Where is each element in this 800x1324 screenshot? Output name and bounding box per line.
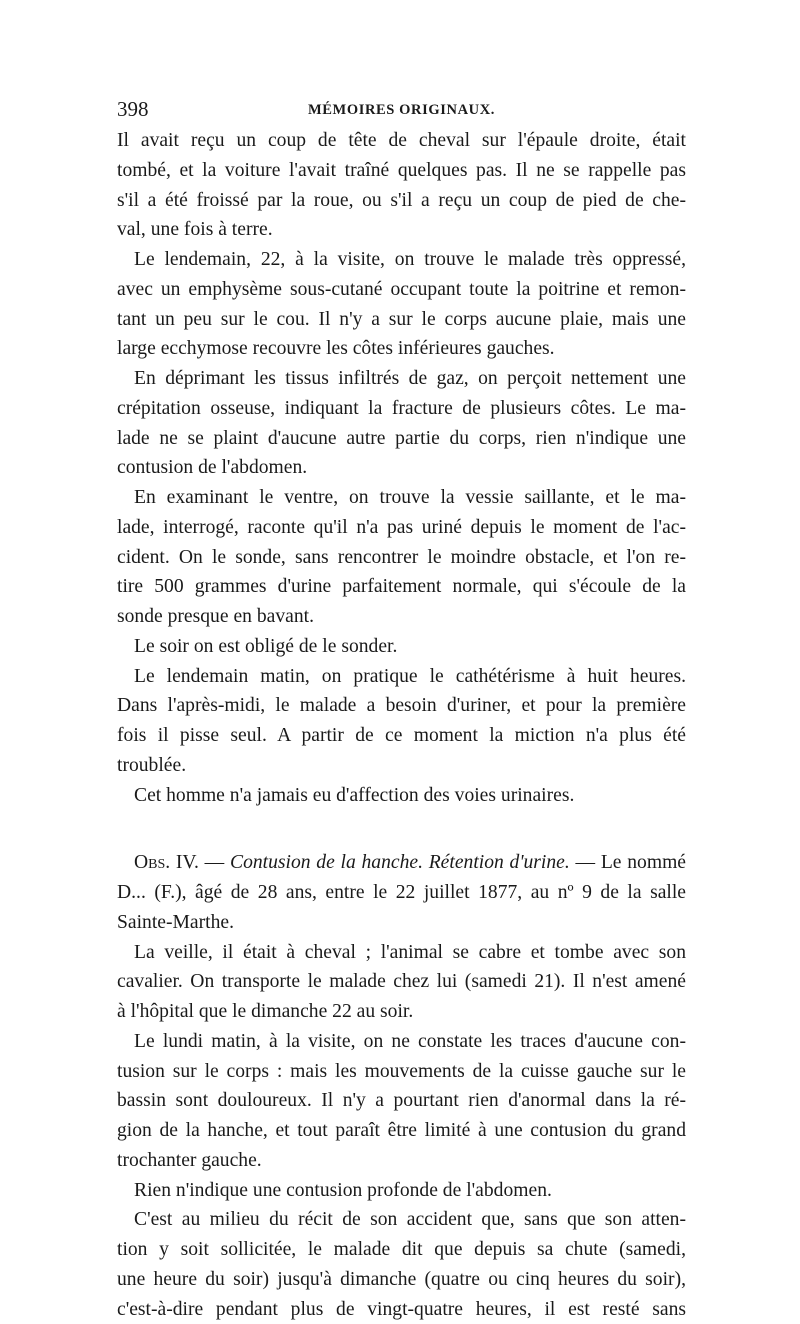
text-line: fois il pisse seul. A partir de ce moment la miction n'a plus été <box>117 721 686 751</box>
book-page <box>117 96 686 1324</box>
text-line: Cet homme n'a jamais eu d'affection des voies urinaires. <box>117 781 686 811</box>
text-line: Il avait reçu un coup de tête de cheval sur l'épaule droite, était <box>117 126 686 156</box>
text-line: avec un emphysème sous-cutané occupant toute la poitrine et remon- <box>117 275 686 305</box>
text-line: une heure du soir) jusqu'à dimanche (quatre ou cinq heures du soir), <box>117 1265 686 1295</box>
text-line: à l'hôpital que le dimanche 22 au soir. <box>117 997 686 1027</box>
text-line: troublée. <box>117 751 686 781</box>
text-line: large ecchymose recouvre les côtes inférieures gauches. <box>117 334 686 364</box>
paragraph <box>117 781 686 811</box>
paragraph <box>117 126 686 245</box>
text-line: Le lundi matin, à la visite, on ne constate les traces d'aucune con- <box>117 1027 686 1057</box>
text-line: D... (F.), âgé de 28 ans, entre le 22 juillet 1877, au nº 9 de la salle <box>117 878 686 908</box>
text-line: contusion de l'abdomen. <box>117 453 686 483</box>
text-line: tombé, et la voiture l'avait traîné quelques pas. Il ne se rappelle pas <box>117 156 686 186</box>
text-line: tusion sur le corps : mais les mouvements de la cuisse gauche sur le <box>117 1057 686 1087</box>
paragraph <box>117 662 686 781</box>
text-line: tire 500 grammes d'urine parfaitement normale, qui s'écoule de la <box>117 572 686 602</box>
paragraph <box>117 245 686 364</box>
text-line: gion de la hanche, et tout paraît être limité à une contusion du grand <box>117 1116 686 1146</box>
text-line: val, une fois à terre. <box>117 215 686 245</box>
text-line: tion y soit sollicitée, le malade dit que depuis sa chute (samedi, <box>117 1235 686 1265</box>
text-line: En examinant le ventre, on trouve la vessie saillante, et le ma- <box>117 483 686 513</box>
text-line: La veille, il était à cheval ; l'animal se cabre et tombe avec son <box>117 938 686 968</box>
text-line: lade ne se plaint d'aucune autre partie du corps, rien n'indique une <box>117 424 686 454</box>
paragraph <box>117 1205 686 1324</box>
observation-dash: — <box>199 852 230 873</box>
paragraph <box>117 1027 686 1176</box>
text-line: lade, interrogé, raconte qu'il n'a pas uriné depuis le moment de l'ac- <box>117 513 686 543</box>
body-text <box>117 126 686 1324</box>
text-line: s'il a été froissé par la roue, ou s'il a reçu un coup de pied de che- <box>117 186 686 216</box>
text-line: bassin sont douloureux. Il n'y a pourtant rien d'anormal dans la ré- <box>117 1086 686 1116</box>
page-header <box>117 96 686 126</box>
page-number: 398 <box>117 96 149 122</box>
text-line: En déprimant les tissus infiltrés de gaz, on perçoit nettement une <box>117 364 686 394</box>
text-line: C'est au milieu du récit de son accident que, sans que son atten- <box>117 1205 686 1235</box>
paragraph <box>117 1176 686 1206</box>
text-line: Sainte-Marthe. <box>117 908 686 938</box>
paragraph <box>117 483 686 632</box>
observation-section <box>117 848 686 1324</box>
text-line: Le lendemain matin, on pratique le cathétérisme à huit heures. <box>117 662 686 692</box>
observation-heading-line <box>117 848 686 878</box>
paragraph <box>117 938 686 1027</box>
text-line: trochanter gauche. <box>117 1146 686 1176</box>
text-line: Le soir on est obligé de le sonder. <box>117 632 686 662</box>
paragraph <box>117 364 686 483</box>
text-line: cavalier. On transporte le malade chez lui (samedi 21). Il n'est amené <box>117 967 686 997</box>
text-line: Le lendemain, 22, à la visite, on trouve le malade très oppressé, <box>117 245 686 275</box>
observation-after-title: — Le nommé <box>570 852 686 873</box>
text-line: c'est-à-dire pendant plus de vingt-quatre heures, il est resté sans <box>117 1295 686 1324</box>
observation-title: Contusion de la hanche. Rétention d'urine. <box>230 852 570 873</box>
paragraph <box>117 632 686 662</box>
text-line: cident. On le sonde, sans rencontrer le moindre obstacle, et l'on re- <box>117 543 686 573</box>
section-gap <box>117 810 686 848</box>
text-line: tant un peu sur le cou. Il n'y a sur le corps aucune plaie, mais une <box>117 305 686 335</box>
text-line: Dans l'après-midi, le malade a besoin d'uriner, et pour la première <box>117 691 686 721</box>
running-head: MÉMOIRES ORIGINAUX. <box>117 100 686 120</box>
text-line: Rien n'indique une contusion profonde de l'abdomen. <box>117 1176 686 1206</box>
observation-label: Obs. IV. <box>134 852 199 873</box>
text-line: sonde presque en bavant. <box>117 602 686 632</box>
text-line: crépitation osseuse, indiquant la fracture de plusieurs côtes. Le ma- <box>117 394 686 424</box>
